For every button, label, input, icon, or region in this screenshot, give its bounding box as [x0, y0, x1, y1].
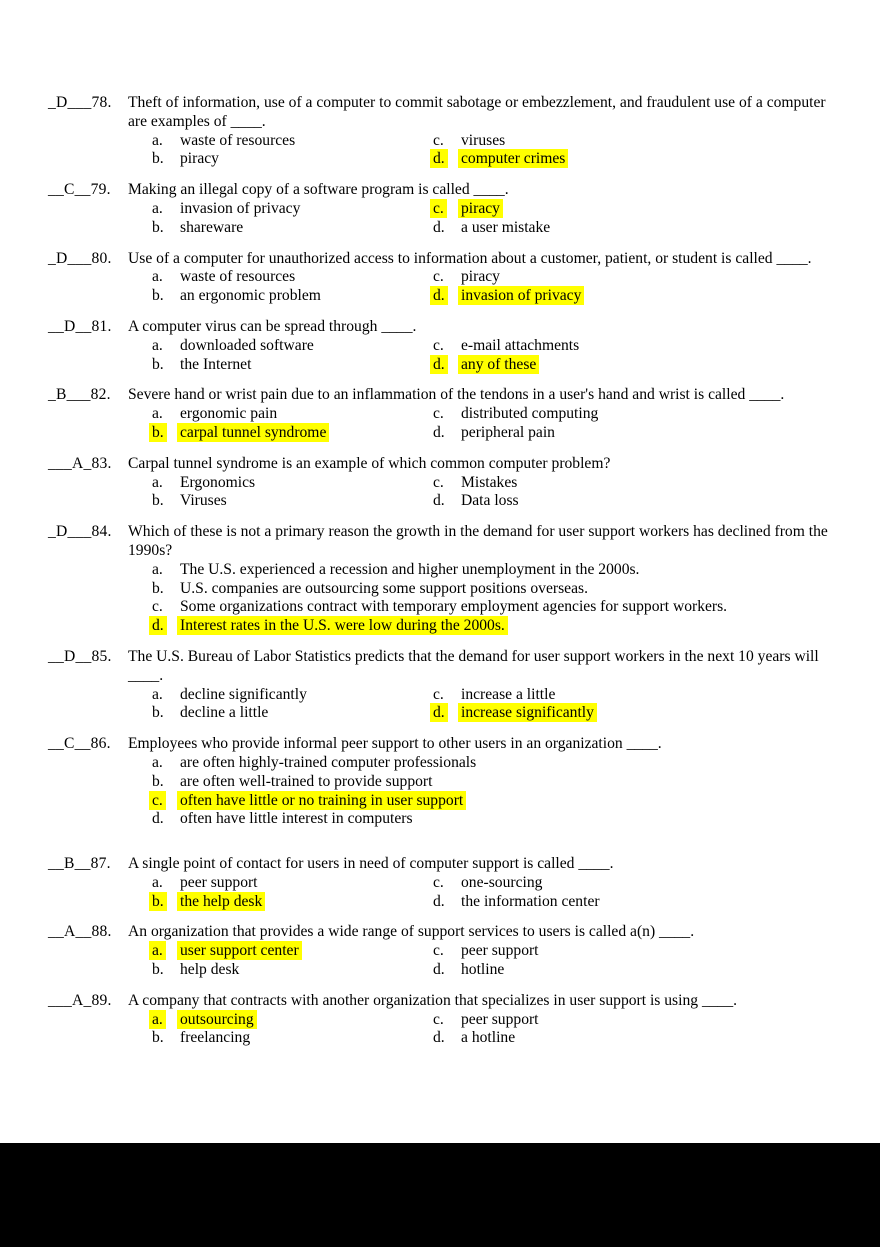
option-letter-cell	[152, 1029, 180, 1048]
question-item	[48, 318, 840, 374]
option-text-cell	[461, 942, 840, 961]
option-letter: a.	[152, 685, 163, 703]
option-text-cell	[180, 792, 840, 811]
option-text-cell	[180, 580, 840, 599]
option-letter-cell	[152, 810, 180, 829]
question-item	[48, 181, 840, 237]
option-text-cell	[461, 405, 840, 424]
option-text-cell	[461, 268, 840, 287]
option-text-cell	[180, 874, 433, 893]
option-letter-cell	[433, 942, 461, 961]
option-text: often have little interest in computers	[180, 810, 413, 828]
question-number: 89.	[91, 991, 112, 1009]
option-text: Ergonomics	[180, 473, 256, 491]
option-letter-cell	[433, 219, 461, 238]
option-letter-cell	[433, 874, 461, 893]
option-letter-cell	[152, 219, 180, 238]
option-text-cell	[180, 405, 433, 424]
option-letter: c.	[149, 791, 166, 810]
option-text: waste of resources	[180, 131, 296, 149]
question-body	[128, 181, 840, 237]
option-letter: b.	[149, 423, 167, 442]
option-letter: d.	[152, 810, 164, 828]
option-letter-cell	[152, 686, 180, 705]
question-number: 84.	[91, 523, 112, 541]
option-letter-cell	[152, 942, 180, 961]
option-text: Mistakes	[461, 473, 518, 491]
answer-blank	[48, 250, 128, 306]
option-letter-cell	[433, 1011, 461, 1030]
option-letter: a.	[152, 473, 163, 491]
option-text-cell	[180, 686, 433, 705]
question-text: Which of these is not a primary reason the growth in the demand for user support workers has declined from the 1990s?	[128, 523, 828, 559]
answer-blank-text: _D___	[48, 523, 92, 541]
question-item	[48, 94, 840, 169]
answer-blank	[48, 923, 128, 979]
option-letter: b.	[152, 355, 164, 373]
option-letter-cell	[152, 961, 180, 980]
answer-blank-text: __C__	[48, 181, 91, 199]
option-letter-cell	[152, 492, 180, 511]
option-text: peer support	[180, 873, 258, 891]
question-text: The U.S. Bureau of Labor Statistics predicts that the demand for user support workers in the next 10 years will ____.	[128, 647, 819, 684]
option-text-cell	[180, 598, 840, 617]
question-text: Making an illegal copy of a software program is called ____.	[128, 181, 509, 199]
option-letter-cell	[433, 268, 461, 287]
option-text: outsourcing	[177, 1010, 257, 1029]
option-text-cell	[461, 200, 840, 219]
question-text: Carpal tunnel syndrome is an example of which common computer problem?	[128, 454, 611, 472]
question-item	[48, 455, 840, 511]
option-letter: d.	[433, 961, 445, 979]
options-grid	[128, 405, 840, 443]
option-letter-cell	[152, 424, 180, 443]
option-text: decline significantly	[180, 685, 307, 703]
answer-blank	[48, 648, 128, 723]
option-text-cell	[180, 337, 433, 356]
option-text: downloaded software	[180, 336, 314, 354]
answer-blank-text: _D___	[48, 94, 92, 111]
question-text: An organization that provides a wide range of support services to users is called a(n) ____.	[128, 923, 695, 941]
option-text-cell	[180, 810, 840, 829]
option-letter-cell	[152, 874, 180, 893]
option-text-cell	[180, 773, 840, 792]
option-text-cell	[461, 150, 840, 169]
answer-blank	[48, 455, 128, 511]
answer-blank-text: __D__	[48, 317, 92, 335]
option-text-cell	[180, 132, 433, 151]
option-text: are often highly-trained computer professionals	[180, 753, 477, 771]
option-letter: c.	[433, 131, 444, 149]
option-text-cell	[180, 561, 840, 580]
option-text-cell	[180, 150, 433, 169]
option-letter-cell	[152, 287, 180, 306]
option-letter-cell	[433, 704, 461, 723]
option-text-cell	[180, 424, 433, 443]
option-letter-cell	[152, 132, 180, 151]
option-text: piracy	[180, 150, 219, 168]
options-grid	[128, 1011, 840, 1049]
answer-blank-text: ___A_	[48, 991, 92, 1009]
option-letter: d.	[433, 492, 445, 510]
option-text-cell	[180, 474, 433, 493]
option-text-cell	[180, 492, 433, 511]
option-text-cell	[180, 942, 433, 961]
option-text-cell	[461, 686, 840, 705]
option-text: hotline	[461, 961, 505, 979]
question-body	[128, 318, 840, 374]
option-letter-cell	[433, 961, 461, 980]
question-text: A computer virus can be spread through ____.	[128, 317, 417, 335]
option-letter: b.	[152, 492, 164, 510]
option-text-cell	[180, 893, 433, 912]
question-number: 78.	[91, 94, 112, 111]
options-grid	[128, 474, 840, 512]
option-letter: d.	[433, 423, 445, 441]
option-letter: a.	[152, 199, 163, 217]
option-letter-cell	[433, 150, 461, 169]
option-letter: a.	[152, 753, 163, 771]
question-body	[128, 855, 840, 911]
option-letter: a.	[149, 941, 166, 960]
option-text: Viruses	[180, 492, 227, 510]
option-letter-cell	[433, 132, 461, 151]
option-letter-cell	[152, 337, 180, 356]
option-text: computer crimes	[458, 149, 568, 168]
option-letter: c.	[152, 598, 163, 616]
options-grid	[128, 268, 840, 306]
option-letter-cell	[433, 424, 461, 443]
option-letter: d.	[430, 149, 448, 168]
question-item	[48, 523, 840, 636]
option-text-cell	[180, 617, 840, 636]
options-grid	[128, 337, 840, 375]
option-text: viruses	[461, 131, 506, 149]
option-letter: d.	[430, 355, 448, 374]
question-item	[48, 923, 840, 979]
option-text: e-mail attachments	[461, 336, 580, 354]
option-text: carpal tunnel syndrome	[177, 423, 329, 442]
option-letter: a.	[149, 1010, 166, 1029]
option-text: peripheral pain	[461, 423, 555, 441]
option-text: Some organizations contract with temporary employment agencies for support workers.	[180, 598, 728, 616]
option-text: The U.S. experienced a recession and higher unemployment in the 2000s.	[180, 560, 640, 578]
option-letter-cell	[152, 268, 180, 287]
option-text: distributed computing	[461, 405, 599, 423]
question-body	[128, 523, 840, 636]
option-letter: a.	[152, 873, 163, 891]
question-item	[48, 855, 840, 911]
option-letter: c.	[433, 942, 444, 960]
option-text-cell	[180, 287, 433, 306]
answer-blank	[48, 386, 128, 442]
option-text: peer support	[461, 942, 539, 960]
option-letter: c.	[430, 199, 447, 218]
question-number: 83.	[91, 454, 112, 472]
option-text: the help desk	[177, 892, 265, 911]
option-letter: b.	[152, 287, 164, 305]
option-letter-cell	[152, 150, 180, 169]
option-text-cell	[461, 492, 840, 511]
option-letter: b.	[152, 150, 164, 168]
option-text: Data loss	[461, 492, 519, 510]
option-text-cell	[461, 132, 840, 151]
option-text: freelancing	[180, 1029, 251, 1047]
option-letter: a.	[152, 405, 163, 423]
option-text-cell	[180, 219, 433, 238]
option-letter: b.	[152, 772, 164, 790]
question-item	[48, 386, 840, 442]
question-number: 80.	[91, 249, 112, 267]
question-item	[48, 250, 840, 306]
option-text-cell	[461, 219, 840, 238]
option-letter: a.	[152, 268, 163, 286]
option-letter-cell	[152, 598, 180, 617]
option-letter-cell	[152, 773, 180, 792]
option-letter-cell	[152, 356, 180, 375]
question-number: 88.	[91, 923, 112, 941]
answer-blank	[48, 523, 128, 636]
option-text: user support center	[177, 941, 302, 960]
option-text: Interest rates in the U.S. were low during the 2000s.	[177, 616, 508, 635]
options-grid	[128, 754, 840, 829]
answer-blank-text: _D___	[48, 249, 92, 267]
option-text: piracy	[458, 199, 503, 218]
question-body	[128, 386, 840, 442]
answer-blank-text: __D__	[48, 647, 92, 665]
option-text: are often well-trained to provide support	[180, 772, 433, 790]
option-text-cell	[461, 424, 840, 443]
option-text: the information center	[461, 892, 600, 910]
option-letter: d.	[430, 703, 448, 722]
option-letter: a.	[152, 131, 163, 149]
option-letter-cell	[433, 287, 461, 306]
option-text-cell	[461, 287, 840, 306]
option-letter-cell	[433, 200, 461, 219]
question-body	[128, 250, 840, 306]
option-letter-cell	[433, 356, 461, 375]
option-text: one-sourcing	[461, 873, 543, 891]
option-letter-cell	[433, 1029, 461, 1048]
answer-blank	[48, 318, 128, 374]
option-letter-cell	[152, 893, 180, 912]
option-letter: c.	[433, 405, 444, 423]
option-letter: c.	[433, 873, 444, 891]
option-letter-cell	[433, 405, 461, 424]
options-grid	[128, 200, 840, 238]
option-letter-cell	[433, 474, 461, 493]
option-text-cell	[461, 337, 840, 356]
question-text: A single point of contact for users in need of computer support is called ____.	[128, 855, 614, 873]
question-text: Use of a computer for unauthorized access to information about a customer, patient, or student is called ____.	[128, 249, 812, 267]
question-number: 85.	[91, 647, 112, 665]
question-number: 82.	[90, 386, 111, 404]
option-letter: c.	[433, 268, 444, 286]
question-text: Employees who provide informal peer support to other users in an organization ____.	[128, 735, 662, 753]
option-text-cell	[461, 704, 840, 723]
option-text: ergonomic pain	[180, 405, 278, 423]
option-letter-cell	[152, 617, 180, 636]
bottom-black-bar	[0, 1143, 880, 1247]
option-letter: b.	[149, 892, 167, 911]
option-text: invasion of privacy	[458, 286, 584, 305]
option-text-cell	[461, 1029, 840, 1048]
option-letter: b.	[152, 704, 164, 722]
answer-blank-text: __B__	[48, 855, 91, 873]
option-text-cell	[180, 356, 433, 375]
question-text: Theft of information, use of a computer to commit sabotage or embezzlement, and fraudulent use of a computer are examples of ____.	[128, 94, 826, 130]
question-number: 86.	[90, 735, 111, 753]
option-letter: d.	[430, 286, 448, 305]
option-letter: b.	[152, 961, 164, 979]
option-text-cell	[180, 704, 433, 723]
option-text: an ergonomic problem	[180, 287, 321, 305]
option-text: increase significantly	[458, 703, 597, 722]
option-letter: d.	[433, 218, 445, 236]
option-text: often have little or no training in user support	[177, 791, 466, 810]
options-grid	[128, 942, 840, 980]
answer-blank	[48, 992, 128, 1048]
option-text: any of these	[458, 355, 539, 374]
option-text-cell	[180, 1029, 433, 1048]
answer-blank	[48, 181, 128, 237]
option-text: a user mistake	[461, 218, 551, 236]
question-body	[128, 992, 840, 1048]
option-letter: c.	[433, 473, 444, 491]
option-text-cell	[180, 200, 433, 219]
options-grid	[128, 874, 840, 912]
option-letter: c.	[433, 336, 444, 354]
question-item	[48, 992, 840, 1048]
answer-blank-text: _B___	[48, 386, 91, 404]
option-letter-cell	[152, 704, 180, 723]
option-letter: b.	[152, 579, 164, 597]
question-body	[128, 94, 840, 169]
option-letter-cell	[152, 792, 180, 811]
option-letter-cell	[152, 1011, 180, 1030]
option-letter-cell	[152, 754, 180, 773]
option-letter: d.	[433, 1029, 445, 1047]
option-letter: c.	[433, 685, 444, 703]
question-body	[128, 455, 840, 511]
option-letter-cell	[152, 474, 180, 493]
option-text-cell	[461, 893, 840, 912]
option-letter-cell	[152, 405, 180, 424]
answer-blank-text: __A__	[48, 923, 92, 941]
question-text: Severe hand or wrist pain due to an inflammation of the tendons in a user's hand and wrist is called ____.	[128, 386, 785, 404]
option-text: decline a little	[180, 704, 269, 722]
answer-blank	[48, 735, 128, 829]
option-letter: c.	[433, 1010, 444, 1028]
question-item	[48, 648, 840, 723]
question-number: 79.	[90, 181, 111, 199]
option-letter-cell	[433, 492, 461, 511]
option-text: peer support	[461, 1010, 539, 1028]
option-text-cell	[461, 874, 840, 893]
option-letter-cell	[152, 200, 180, 219]
option-text-cell	[180, 961, 433, 980]
option-text-cell	[180, 754, 840, 773]
question-text: A company that contracts with another organization that specializes in user support is using ____.	[128, 991, 738, 1009]
option-letter: d.	[149, 616, 167, 635]
options-grid	[128, 561, 840, 636]
options-grid	[128, 686, 840, 724]
question-body	[128, 648, 840, 723]
option-text-cell	[461, 356, 840, 375]
question-body	[128, 735, 840, 829]
question-number: 81.	[91, 317, 112, 335]
option-text: a hotline	[461, 1029, 516, 1047]
option-text: invasion of privacy	[180, 199, 301, 217]
option-text: the Internet	[180, 355, 252, 373]
option-letter: a.	[152, 560, 163, 578]
option-text: piracy	[461, 268, 500, 286]
option-letter: b.	[152, 1029, 164, 1047]
option-letter-cell	[433, 686, 461, 705]
option-text: waste of resources	[180, 268, 296, 286]
option-letter: a.	[152, 336, 163, 354]
option-text-cell	[461, 1011, 840, 1030]
option-letter: d.	[433, 892, 445, 910]
option-text: help desk	[180, 961, 240, 979]
option-letter-cell	[433, 893, 461, 912]
option-text: shareware	[180, 218, 244, 236]
answer-blank-text: __C__	[48, 735, 91, 753]
option-letter-cell	[152, 561, 180, 580]
options-grid	[128, 132, 840, 170]
option-text: U.S. companies are outsourcing some support positions overseas.	[180, 579, 588, 597]
answer-blank	[48, 855, 128, 911]
answer-blank	[48, 94, 128, 169]
option-text: increase a little	[461, 685, 556, 703]
answer-blank-text: ___A_	[48, 454, 92, 472]
option-text-cell	[180, 268, 433, 287]
question-body	[128, 923, 840, 979]
option-letter-cell	[152, 580, 180, 599]
option-text-cell	[461, 474, 840, 493]
question-number: 87.	[90, 855, 111, 873]
option-text-cell	[180, 1011, 433, 1030]
option-letter-cell	[433, 337, 461, 356]
option-letter: b.	[152, 218, 164, 236]
option-text-cell	[461, 961, 840, 980]
question-item	[48, 735, 840, 829]
